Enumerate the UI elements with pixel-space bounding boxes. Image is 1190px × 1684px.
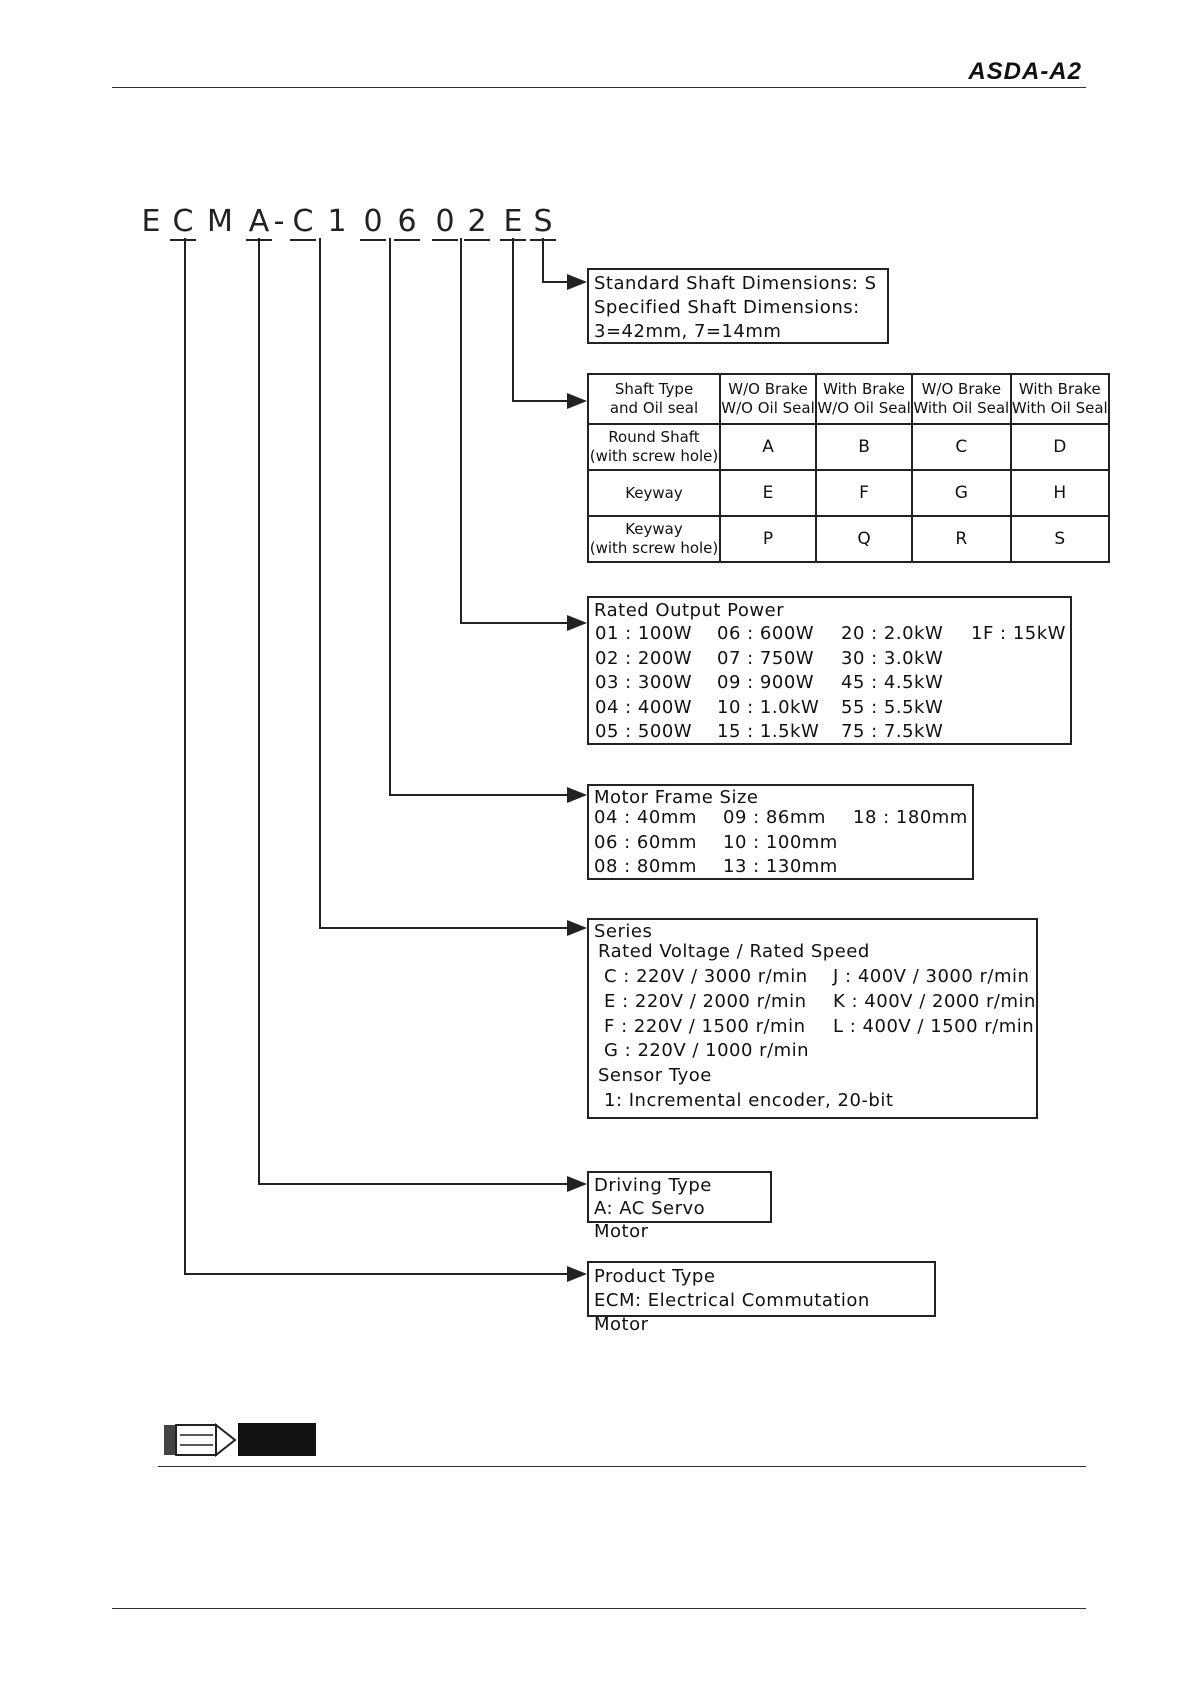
shaft-dimensions-standard: Standard Shaft Dimensions: S [594,273,877,294]
power-col-1 [595,622,692,745]
table-cell: D [1011,424,1109,470]
code-char-power-2: 2 [464,204,490,241]
series-subtitle: Rated Voltage / Rated Speed [598,941,870,962]
shaft-type-table [587,373,1110,563]
connector-product-type [185,238,585,1274]
frame-item: 13 : 130mm [723,856,838,877]
code-char-shaft-type: E [500,204,526,241]
rated-output-power-box [587,596,1072,745]
table-cell: R [912,516,1010,562]
table-cell: B [816,424,912,470]
frame-col-3 [853,806,968,831]
connector-series [320,238,585,928]
driving-type-title: Driving Type [594,1175,712,1196]
note-label-bar [238,1423,316,1456]
table-cell: P [720,516,816,562]
power-item: 75 : 7.5kW [841,721,944,742]
frame-item: 04 : 40mm [594,807,697,828]
series-col-1 [604,965,809,1064]
series-item: K : 400V / 2000 r/min [833,990,1036,1012]
series-box [587,918,1038,1119]
footer-rule [112,1608,1086,1609]
series-col-2 [833,965,1036,1039]
code-char-m: M [207,204,233,239]
frame-col-1 [594,806,697,880]
driving-type-value: A: AC Servo Motor [594,1198,706,1242]
code-char-e: E [141,204,161,239]
code-char-power-1: 0 [432,204,458,241]
power-item: 09 : 900W [717,672,815,693]
power-item: 02 : 200W [595,647,693,669]
power-item: 15 : 1.5kW [717,721,820,742]
code-char-c: C [170,204,196,241]
frame-item: 18 : 180mm [853,807,968,828]
power-item: 03 : 300W [595,672,693,693]
note-rule [158,1466,1086,1467]
code-char-frame-2: 6 [394,204,420,241]
shaft-dimensions-box [587,268,889,344]
frame-col-2 [723,806,838,880]
table-cell: C [912,424,1010,470]
code-char-shaft-dim: S [530,204,556,241]
series-item: J : 400V / 3000 r/min [833,966,1030,987]
shaft-dimensions-values: 3=42mm, 7=14mm [594,321,782,342]
connector-frame-size [390,238,585,795]
table-header-cell: W/O Brake W/O Oil Seal [720,374,816,424]
code-char-frame-1: 0 [360,204,386,241]
power-item: 07 : 750W [717,647,815,669]
table-cell: A [720,424,816,470]
driving-type-box [587,1171,772,1242]
series-item: C : 220V / 3000 r/min [604,966,808,987]
code-char-series: C [290,204,316,241]
frame-item: 10 : 100mm [723,831,838,853]
power-col-3 [841,622,943,745]
code-char-sensor: 1 [327,204,347,239]
power-item: 30 : 3.0kW [841,647,944,669]
table-header-cell: W/O Brake With Oil Seal [912,374,1010,424]
power-item: 45 : 4.5kW [841,672,944,693]
power-item: 20 : 2.0kW [841,623,944,644]
product-type-box [587,1261,936,1335]
table-cell: F [816,470,912,516]
table-cell: H [1011,470,1109,516]
series-item: L : 400V / 1500 r/min [833,1015,1035,1037]
connector-rated-power [461,238,585,623]
table-header-cell: Shaft Type and Oil seal [588,374,720,424]
product-type-title: Product Type [594,1266,716,1287]
frame-item: 08 : 80mm [594,856,697,877]
power-item: 05 : 500W [595,721,693,742]
frame-item: 09 : 86mm [723,807,826,828]
table-header-row [588,374,1109,424]
power-col-4 [971,622,1066,647]
table-row [588,516,1109,562]
series-item: E : 220V / 2000 r/min [604,990,807,1012]
power-item: 10 : 1.0kW [717,696,820,718]
power-item: 55 : 5.5kW [841,696,944,718]
product-type-value: ECM: Electrical Commutation Motor [594,1290,870,1335]
table-cell: G [912,470,1010,516]
motor-frame-size-title: Motor Frame Size [594,787,759,808]
table-row [588,470,1109,516]
shaft-dimensions-specified: Specified Shaft Dimensions: [594,297,860,318]
power-item: 1F : 15kW [971,623,1066,644]
table-row [588,424,1109,470]
series-item: F : 220V / 1500 r/min [604,1015,806,1037]
frame-item: 06 : 60mm [594,831,697,853]
power-item: 04 : 400W [595,696,693,718]
sensor-type-title: Sensor Tyoe [598,1065,712,1086]
connector-shaft-dimensions [543,238,585,282]
sensor-type-value: 1: Incremental encoder, 20-bit [604,1090,894,1111]
power-item: 06 : 600W [717,623,815,644]
table-cell: Keyway (with screw hole) [588,516,720,562]
brand-logo: ASDA-A2 [968,58,1082,85]
connector-shaft-type [513,238,585,401]
series-title: Series [594,921,653,942]
table-cell: E [720,470,816,516]
table-header-cell: With Brake With Oil Seal [1011,374,1109,424]
power-col-2 [717,622,819,745]
table-header-cell: With Brake W/O Oil Seal [816,374,912,424]
rated-output-power-title: Rated Output Power [594,600,785,621]
table-cell: S [1011,516,1109,562]
connector-driving-type [259,238,585,1184]
pencil-icon [163,1423,237,1457]
table-cell: Q [816,516,912,562]
motor-frame-size-box [587,784,974,880]
series-item: G : 220V / 1000 r/min [604,1040,810,1062]
table-cell: Keyway [588,470,720,516]
code-char-dash: - [273,204,285,239]
power-item: 01 : 100W [595,623,693,644]
table-cell: Round Shaft (with screw hole) [588,424,720,470]
code-char-a: A [246,204,272,241]
